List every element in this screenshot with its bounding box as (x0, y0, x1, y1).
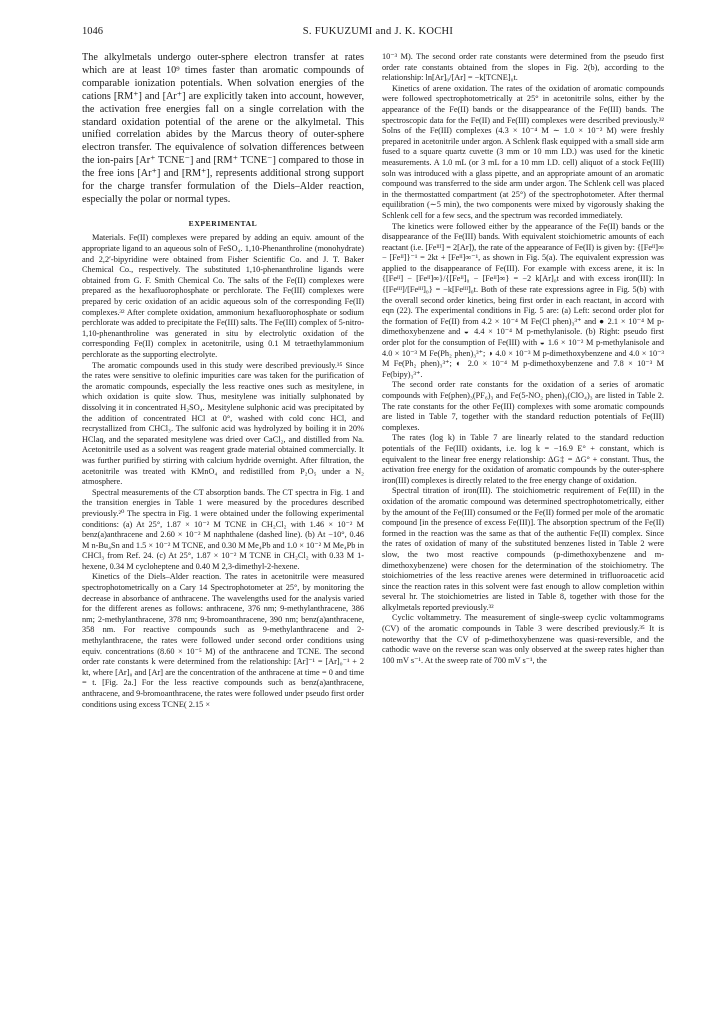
intro-paragraph: The alkylmetals undergo outer-sphere electron transfer at rates which are at least 10⁹ times faster than aromatic compounds of comparable ionization potentials. When solvation energies of the cations [RM⁺] and [Ar⁺] are explicitly taken into account, however, the activation free energies fall on a single correlation with the standard oxidation potential of the arene or the alkylmetal. This unified correlation abides by the Marcus theory of outer-sphere electron transfer. The equivalence of solvation differences between the ion-pairs [Ar⁺ TCNE⁻] and [RM⁺ TCNE⁻] compared to those in the free ions [Ar⁺] and [RM⁺], represents additional strong support for the charge transfer formulation of the Diels–Alder reaction, especially the polar or normal types. (82, 52, 364, 205)
cyclic-voltammetry-paragraph: Cyclic voltammetry. The measurement of single-sweep cyclic voltammograms (CV) of the aromatic compounds in Table 3 were described previously.³⁵ It is noteworthy that the CV of p-dimethoxybenzene was quasi-reversible, and the cathodic wave on the reverse scan was only observed at the sweep rates higher than 100 mV s⁻¹. At the sweep rate of 700 mV s⁻¹, the (382, 613, 664, 665)
section-heading-experimental: EXPERIMENTAL (188, 218, 258, 228)
spectral-titration-paragraph: Spectral titration of iron(III). The stoichiometric requirement of Fe(III) in the oxidation of the aromatic compound was determined spectrophotometrically, either by the amount of the Fe(III) consumed or the Fe(II) formed per mole of the aromatic compound [in the presence of excess Fe(III)]. The absorption spectrum of the Fe(II) formed in the reaction was the same as that of the authentic Fe(II) complex. Since the rates of oxidation of many of the substituted benzenes listed in Table 2 were slow, the two most reactive compounds (p-dimethoxybenzene and m-dimethoxybenzene) were chosen for the determination of the stoichiometry. The stoichiometries of the less reactive arenes were determined in trifluoroacetic acid since the reaction rates in this solvent were fast enough to allow completion within several hr. The stoichiometries are listed in Table 8, together with those for the alkylmetals reported previously.³² (382, 486, 664, 612)
left-column (82, 52, 364, 710)
right-column (382, 52, 664, 666)
rate-constants-paragraph: The second order rate constants for the oxidation of a series of aromatic compounds with Fe(phen)₃(PF₆)₃ and Fe(5-NO₂ phen)₃(ClO₄)₃ are listed in Table 2. The rate constants for the other Fe(III) complexes with some aromatic compounds are listed in Table 7, together with the standard reduction potentials of Fe(III) complexes. (382, 380, 664, 432)
materials-paragraph: Materials. Fe(II) complexes were prepared by adding an equiv. amount of the appropriate ligand to an aqueous soln of FeSO₄. 1,10-Phenanthroline (monohydrate) and 2,2′-bipyridine were obtained from Fisher Scientific Co. and J. T. Baker Chemical Co., respectively. The substituted 1,10-phenanthroline ligands were obtained from G. F. Smith Chemical Co. The salts of the Fe(II) complexes were prepared as the hexafluorophosphate or perchlorate. The Fe(III) complexes were prepared by ceric oxidation of an acidic aqueous soln of the corresponding Fe(II) complexes.³² After complete oxidation, ammonium hexafluorophosphate or sodium perchlorate was added to precipitate the Fe(III) salts. The Fe(III) complex of 5-nitro-1,10-phenanthroline was generated in situ by electrolytic oxidation of the corresponding Fe(II) complex in acetonitrile, using 0.1 M tetraethylammonium perchlorate as the supporting electrolyte. (82, 233, 364, 359)
diels-alder-kinetics-paragraph: Kinetics of the Diels–Alder reaction. The rates in acetonitrile were measured spectrophotometrically on a Cary 14 Spectrophotometer at 25°, by monitoring the decrease in absorbance of anthracene. The wavelengths used for the analysis varied for the different arenes as follows: anthracene, 376 nm; 9-methylanthracene, 386 nm; 2-methylanthracene, 378 nm; 9-bromoanthracene, 390 nm; benz(a)anthracene, 358 nm. For reactive compounds such as 9-methylanthracene and 2-methylanthracene, the rates were followed under second order conditions using equiv. concentrations (8.60 × 10⁻⁵ M) of the anthracene and TCNE. The second order rate constants k were determined from the relationship: [Ar]⁻¹ = [Ar]₀⁻¹ + 2 kt, where [Ar]₀ and [Ar] are the concentration of the anthracene at time = 0 and time = t. [Fig. 2a.] For the less reactive compounds such as benz(a)anthracene, anthracene, and 9-bromoanthracene, the rates were followed under pseudo first order conditions using excess TCNE( 2.15 × (82, 572, 364, 709)
continued-paragraph: 10⁻³ M). The second order rate constants were determined from the pseudo first order rate constants obtained from the slopes in Fig. 2(b), according to the relationship: ln[Ar]₀/[Ar] = −k[TCNE]₀t. (382, 52, 664, 83)
kinetics-followed-paragraph: The kinetics were followed either by the appearance of the Fe(II) bands or the disappearance of the Fe(III) bands. With equivalent stoichiometric amounts of each reactant (i.e. [Feᴵᴵᴵ] = 2[Ar]), the rate of the appearance of Fe(II) is given by: {[Feᴵᴵ]∞ − [Feᴵᴵ]}⁻¹ = 2kt + [Feᴵᴵ]∞⁻¹, as shown in Fig. 5(a). The equivalent expression was applied to the disappearance of Fe(III). For example with excess arene, it is: ln {[Feᴵᴵ] − [Feᴵᴵ]∞}/{[Feᴵᴵ]₀ − [Feᴵᴵ]∞} = −2 k[Ar]₀t and with excess iron(III): ln {[Feᴵᴵᴵ]/[Feᴵᴵᴵ]₀} = −k[Feᴵᴵᴵ]₀t. Both of these rate expressions agree in Fig. 5(b) with the overall second order kinetics, being first order in each reactant, in accord with eqn (22). The experimental conditions in Fig. 5 are: (a) Left: second order plot for the formation of Fe(II) from 4.2 × 10⁻⁴ M Fe(Cl phen)₃³⁺ and ● 2.1 × 10⁻⁴ M p-dimethoxybenzene and ◒ 4.4 × 10⁻⁴ M p-methylanisole. (b) Right: pseudo first order plot for the consumption of Fe(III) with ◒ 1.6 × 10⁻² M p-methylanisole and 4.0 × 10⁻³ M Fe(Ph₂ phen)₃³⁺; ◑ 4.0 × 10⁻³ M p-dimethoxybenzene and 4.0 × 10⁻³ M Fe(Ph₂ phen)₃³⁺; ◐ 2.0 × 10⁻⁴ M p-dimethoxybenzene and 7.8 × 10⁻³ M Fe(bipy)₃³⁺. (382, 221, 664, 379)
aromatic-compounds-paragraph: The aromatic compounds used in this study were described previously.³⁵ Since the rates were sensitive to olefinic impurities care was taken for the purification of the aromatic compounds, especially the less reactive ones such as mesitylene, in which oxidation is quite slow. Thus, mesitylene was initially sulphonated by dissolving it in concentrated H₂SO₄. Mesitylene sulphonic acid was precipitated by the addition of concentrated HCl at 0°, washed with cold conc HCl, and recrystallized from CHCl₃. The sulfonic acid was hydrolyzed by boiling it in 20% HClaq, and the separated mesitylene was dried over CaCl₂, and distilled from Na. Acetonitrile used as a solvent was reagent grade material obtained commercially. It was further purified by stirring with calcium hydride overnight. After filtration, the acetonitrile was treated with KMnO₄ and redistilled from P₂O₅ under a N₂ atmosphere. (82, 360, 364, 487)
page-number: 1046 (82, 26, 103, 37)
page-header (82, 26, 674, 42)
spectral-measurements-paragraph: Spectral measurements of the CT absorption bands. The CT spectra in Fig. 1 and the transition energies in Table 1 were measured by the procedures described previously.²⁰ The spectra in Fig. 1 were obtained under the following experimental conditions: (a) At 25°, 1.87 × 10⁻² M TCNE in CH₂Cl₂ with 1.46 × 10⁻² M benz(a)anthracene and 2.60 × 10⁻² M naphthalene (dashed line). (b) At −10°, 0.46 M n-Bu₄Sn and 1.5 × 10⁻² M TCNE, and 0.30 M Me₄Pb and 1.0 × 10⁻² M Me₄Pb in CHCl₃ from Ref. 24. (c) At 25°, 1.87 × 10⁻² M TCNE in CH₂Cl₂ with 0.33 M 1-hexene, 0.34 M cycloheptene and 0.40 M 2,3-dimethyl-2-hexene. (82, 487, 364, 571)
running-title: S. FUKUZUMI and J. K. KOCHI (302, 26, 454, 37)
arene-oxidation-paragraph: Kinetics of arene oxidation. The rates of the oxidation of aromatic compounds were followed spectrophotometrically at 25° in acetonitrile solns, either by the appearance of the Fe(II) bands or the disappearance of the Fe(III) bands. The spectroscopic data for the Fe(II) and Fe(III) complexes were described previously.³² Solns of the Fe(III) complexes (4.3 × 10⁻⁴ M ∼ 1.0 × 10⁻² M) were freshly prepared in acetonitrile under argon. A Schlenk flask equipped with a small side arm fused to a square quartz cuvette (3 mm or 10 mm I.D.) was used for the kinetic measurements. A 1.0 mL (or 3 mL for a 10 mm I.D. cell) aliquot of a stock Fe(III) soln was introduced with a glass pipette, and an appropriate amount of an aromatic compound was transferred to the side arm under argon. The Schlenk cell was placed in the thermostatted compartment (at 25°) of the spectrophotometer. After thermal equilibration (∼5 min), the two components were mixed by vigorously shaking the Schlenk cell for a few secs, and the spectrum was recorded immediately. (382, 83, 664, 220)
log-k-paragraph: The rates (log k) in Table 7 are linearly related to the standard reduction potentials of the Fe(III) oxidants, i.e. log k = −16.9 E° + constant, which is equivalent to the linear free energy relationship: ΔG‡ = ΔG° + constant. Thus, the activation free energy for the oxidation of aromatic compounds by the outer-sphere iron(III) complexes is directly related to the free energy change of oxidation. (382, 433, 664, 485)
